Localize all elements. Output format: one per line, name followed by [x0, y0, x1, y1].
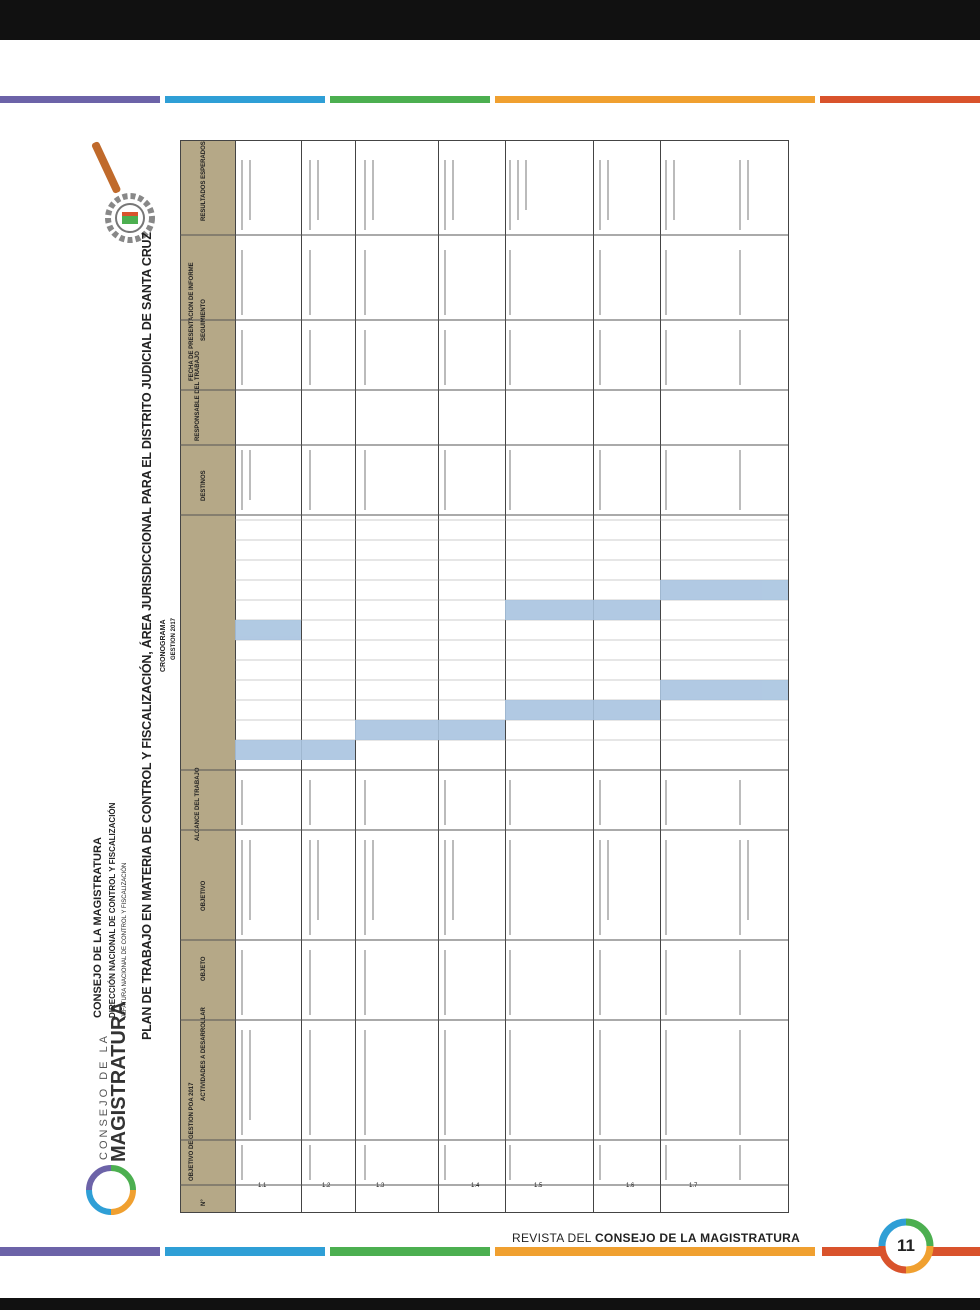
row-num: 1.4 [471, 1183, 480, 1189]
row-num: 1.5 [534, 1183, 543, 1189]
row-num: 1.3 [376, 1183, 385, 1189]
top-stripe-blue [165, 96, 325, 103]
bottom-stripe-blue [165, 1247, 325, 1256]
page-title: PLAN DE TRABAJO EN MATERIA DE CONTROL Y FISCALIZACIÓN, ÁREA JURISDICCIONAL PARA EL DISTRITO JUDICIAL DE SANTA CRUZ [140, 232, 154, 1040]
top-stripe-orange [495, 96, 815, 103]
col-responsable: RESPONSABLE DEL TRABAJO [195, 351, 201, 441]
top-black-bar [0, 0, 980, 40]
magazine-footer [512, 1231, 800, 1245]
row-num: 1.7 [689, 1183, 698, 1189]
logo-ring [86, 1165, 136, 1215]
logo-line1: CONSEJO DE LA [98, 1032, 110, 1160]
bottom-black-bar [0, 1298, 980, 1310]
schedule-bar [438, 720, 505, 740]
schedule-bar [235, 620, 301, 640]
bottom-stripe-green [330, 1247, 490, 1256]
col-seguimiento: SEGUIMIENTO [201, 299, 207, 341]
col-num: N° [201, 1199, 207, 1206]
footer-bold: CONSEJO DE LA MAGISTRATURA [594, 1231, 801, 1245]
schedule-bar [660, 580, 788, 600]
schedule-bar [505, 600, 593, 620]
top-stripe-green [330, 96, 490, 103]
top-stripe-purple [0, 96, 160, 103]
page-number: 11 [897, 1236, 915, 1255]
row-num: 1.2 [322, 1183, 331, 1189]
schedule-bar [301, 740, 355, 760]
bottom-stripe-red [822, 1247, 882, 1256]
subdirection-name: JEFATURA NACIONAL DE CONTROL Y FISCALIZACIÓN [122, 862, 128, 1018]
bottom-stripe-purple [0, 1247, 160, 1256]
schedule-bar [505, 700, 593, 720]
schedule-bar [235, 740, 301, 760]
schedule-bar [355, 720, 438, 740]
gestion-label: GESTION 2017 [171, 617, 177, 660]
footer-prefix: REVISTA DEL [512, 1231, 595, 1245]
bottom-stripe-orange [495, 1247, 815, 1256]
row-num: 1.1 [258, 1183, 267, 1189]
org-name: CONSEJO DE LA MAGISTRATURA [92, 837, 104, 1018]
col-destinos: DESTINOS [201, 470, 207, 501]
col-fecha: FECHA DE PRESENTACION DE INFORME [189, 262, 195, 381]
cronograma-label: CRONOGRAMA [160, 619, 167, 672]
bottom-stripe-red-2 [930, 1247, 980, 1256]
schedule-bar [660, 680, 788, 700]
col-objeto: OBJETO [201, 956, 207, 981]
col-actividades: ACTIVIDADES A DESARROLLAR [201, 1007, 207, 1101]
direction-name: DIRECCIÓN NACIONAL DE CONTROL Y FISCALIZACIÓN [108, 802, 117, 1018]
row-num: 1.6 [626, 1183, 635, 1189]
col-objetivo: OBJETIVO [201, 880, 207, 911]
schedule-bar [593, 600, 660, 620]
top-stripe-red [820, 96, 980, 103]
table-gridlines [180, 140, 788, 1212]
col-resultados: RESULTADOS ESPERADOS [201, 141, 207, 221]
col-objetivo-gestion: OBJETIVO DE GESTION POA 2017 [189, 1082, 195, 1181]
logo-line2: MAGISTRATURA [108, 1001, 130, 1162]
schedule-bar [593, 700, 660, 720]
col-alcance: ALCANCE DEL TRABAJO [195, 767, 201, 841]
